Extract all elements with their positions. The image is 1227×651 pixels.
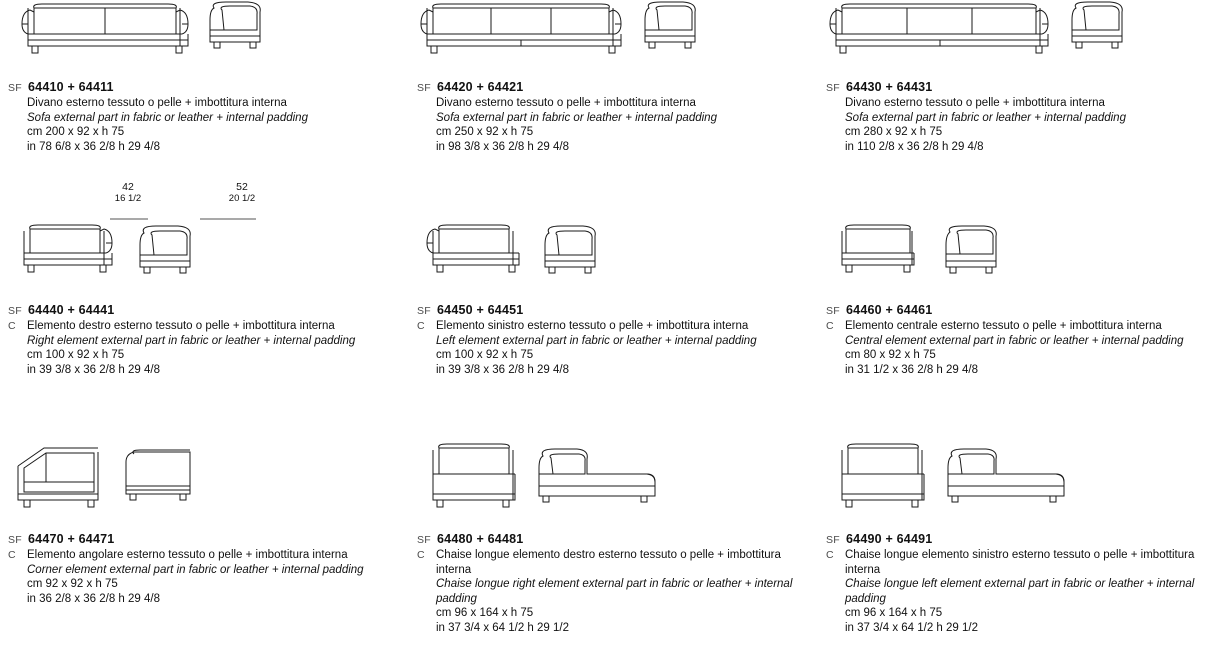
- product-caption: [818, 532, 1227, 636]
- product-cell: [409, 0, 818, 185]
- drawing-chaise-left: [818, 410, 1227, 510]
- description-en: Sofa external part in fabric or leather + internal padding: [27, 111, 308, 124]
- drawing-sofa-4seat: [818, 0, 1227, 70]
- description-text: [845, 548, 1221, 606]
- description-en: Sofa external part in fabric or leather + internal padding: [845, 111, 1126, 124]
- description-text: [27, 96, 308, 125]
- annotation-42: [108, 181, 148, 204]
- description-text: [27, 319, 355, 348]
- code-prefix: SF: [417, 534, 432, 546]
- drawing-sofa-2seat: [0, 0, 409, 70]
- code-prefix: SF: [8, 305, 23, 317]
- dimensions: [417, 125, 812, 154]
- description-line: [417, 96, 812, 125]
- dimensions-cm: cm 80 x 92 x h 75: [845, 349, 936, 362]
- code-line: [826, 303, 1221, 317]
- description-mark: C: [8, 320, 16, 332]
- product-cell: [818, 0, 1227, 185]
- product-cell: [0, 410, 409, 651]
- code-value: 64450 + 64451: [437, 303, 524, 317]
- description-line: [826, 96, 1221, 125]
- description-en: Right element external part in fabric or leather + internal padding: [27, 334, 356, 347]
- description-text: [436, 319, 757, 348]
- product-cell: [818, 185, 1227, 410]
- description-it: Chaise longue elemento destro esterno tessuto o pelle + imbottitura interna: [436, 549, 781, 576]
- description-it: Divano esterno tessuto o pelle + imbottitura interna: [27, 97, 287, 109]
- code-prefix: SF: [8, 82, 23, 94]
- drawing-chaise-right: [409, 410, 818, 510]
- description-mark: C: [826, 549, 834, 561]
- product-caption: [818, 80, 1227, 154]
- description-en: Sofa external part in fabric or leather + internal padding: [436, 111, 717, 124]
- description-line: [417, 548, 812, 606]
- code-line: [8, 303, 403, 317]
- description-it: Elemento centrale esterno tessuto o pelle + imbottitura interna: [845, 320, 1162, 332]
- dimensions: [826, 125, 1221, 154]
- dimensions: [417, 348, 812, 377]
- dimensions-cm: cm 92 x 92 x h 75: [27, 578, 118, 591]
- code-prefix: SF: [826, 305, 841, 317]
- description-text: [436, 96, 717, 125]
- description-line: [8, 319, 403, 348]
- code-prefix: SF: [417, 305, 432, 317]
- dimensions-in: in 37 3/4 x 64 1/2 h 29 1/2: [845, 621, 978, 634]
- description-line: [417, 319, 812, 348]
- description-en: Chaise longue left element external part in fabric or leather + internal padding: [845, 578, 1195, 605]
- code-value: 64430 + 64431: [846, 80, 933, 94]
- code-value: 64490 + 64491: [846, 532, 933, 546]
- code-prefix: SF: [417, 82, 432, 94]
- product-caption: [818, 303, 1227, 377]
- annotation-52-value: 52: [236, 181, 248, 193]
- description-mark: C: [8, 549, 16, 561]
- annotation-42-sub: 16 1/2: [114, 193, 142, 204]
- dimensions-in: in 31 1/2 x 36 2/8 h 29 4/8: [845, 363, 978, 376]
- dimensions-cm: cm 96 x 164 x h 75: [436, 607, 534, 620]
- product-caption: [409, 532, 818, 636]
- dimensions-in: in 36 2/8 x 36 2/8 h 29 4/8: [27, 592, 160, 605]
- dimensions-cm: cm 250 x 92 x h 75: [436, 126, 534, 139]
- product-caption: [0, 80, 409, 154]
- code-line: [826, 80, 1221, 94]
- description-it: Divano esterno tessuto o pelle + imbottitura interna: [436, 97, 696, 109]
- dimensions-cm: cm 200 x 92 x h 75: [27, 126, 125, 139]
- description-text: [27, 548, 364, 577]
- description-en: Left element external part in fabric or leather + internal padding: [436, 334, 757, 347]
- description-line: [826, 319, 1221, 348]
- dimensions: [417, 606, 812, 635]
- description-line: [826, 548, 1221, 606]
- annotation-42-value: 42: [122, 181, 134, 193]
- dimensions-in: in 98 3/8 x 36 2/8 h 29 4/8: [436, 140, 569, 153]
- code-prefix: SF: [8, 534, 23, 546]
- code-line: [417, 532, 812, 546]
- annotation-52: [222, 181, 262, 204]
- dimensions-in: in 110 2/8 x 36 2/8 h 29 4/8: [845, 140, 984, 153]
- code-value: 64480 + 64481: [437, 532, 524, 546]
- description-mark: C: [417, 320, 425, 332]
- product-caption: [409, 80, 818, 154]
- description-en: Corner element external part in fabric or leather + internal padding: [27, 563, 364, 576]
- dimensions-cm: cm 280 x 92 x h 75: [845, 126, 943, 139]
- description-it: Chaise longue elemento sinistro esterno tessuto o pelle + imbottitura interna: [845, 549, 1195, 576]
- description-it: Divano esterno tessuto o pelle + imbottitura interna: [845, 97, 1105, 109]
- dimensions-in: in 39 3/8 x 36 2/8 h 29 4/8: [436, 363, 569, 376]
- dimensions-cm: cm 100 x 92 x h 75: [27, 349, 125, 362]
- description-en: Chaise longue right element external part in fabric or leather + internal padding: [436, 578, 793, 605]
- drawing-central-element: [818, 185, 1227, 281]
- product-cell: [409, 185, 818, 410]
- product-cell: [0, 181, 409, 410]
- dimensions: [8, 125, 403, 154]
- code-value: 64410 + 64411: [28, 80, 114, 94]
- code-line: [8, 532, 403, 546]
- drawing-sofa-3seat: [409, 0, 818, 70]
- dimensions-in: in 39 3/8 x 36 2/8 h 29 4/8: [27, 363, 160, 376]
- code-value: 64460 + 64461: [846, 303, 933, 317]
- code-line: [417, 80, 812, 94]
- dimensions: [826, 606, 1221, 635]
- code-line: [826, 532, 1221, 546]
- description-text: [845, 319, 1184, 348]
- description-line: [8, 548, 403, 577]
- description-it: Elemento sinistro esterno tessuto o pelle + imbottitura interna: [436, 320, 749, 332]
- description-text: [845, 96, 1126, 125]
- dimensions: [826, 348, 1221, 377]
- code-line: [417, 303, 812, 317]
- description-mark: C: [826, 320, 834, 332]
- code-prefix: SF: [826, 82, 841, 94]
- description-text: [436, 548, 812, 606]
- dimensions-cm: cm 100 x 92 x h 75: [436, 349, 534, 362]
- code-prefix: SF: [826, 534, 841, 546]
- drawing-left-element: [409, 185, 818, 281]
- product-cell: [818, 410, 1227, 651]
- code-line: [8, 80, 403, 94]
- description-it: Elemento angolare esterno tessuto o pelle + imbottitura interna: [27, 549, 348, 561]
- description-it: Elemento destro esterno tessuto o pelle + imbottitura interna: [27, 320, 335, 332]
- dimensions-in: in 37 3/4 x 64 1/2 h 29 1/2: [436, 621, 569, 634]
- annotation-52-sub: 20 1/2: [228, 193, 256, 204]
- code-value: 64470 + 64471: [28, 532, 115, 546]
- description-en: Central element external part in fabric or leather + internal padding: [845, 334, 1184, 347]
- product-caption: [0, 303, 409, 377]
- product-caption: [409, 303, 818, 377]
- code-value: 64440 + 64441: [28, 303, 115, 317]
- dimensions: [8, 577, 403, 606]
- description-line: [8, 96, 403, 125]
- dimensions: [8, 348, 403, 377]
- description-mark: C: [417, 549, 425, 561]
- product-cell: [409, 410, 818, 651]
- product-cell: [0, 0, 409, 185]
- code-value: 64420 + 64421: [437, 80, 524, 94]
- dimensions-in: in 78 6/8 x 36 2/8 h 29 4/8: [27, 140, 160, 153]
- product-caption: [0, 532, 409, 606]
- drawing-corner-element: [0, 410, 409, 510]
- dimensions-cm: cm 96 x 164 x h 75: [845, 607, 943, 620]
- drawing-right-element: [0, 181, 409, 281]
